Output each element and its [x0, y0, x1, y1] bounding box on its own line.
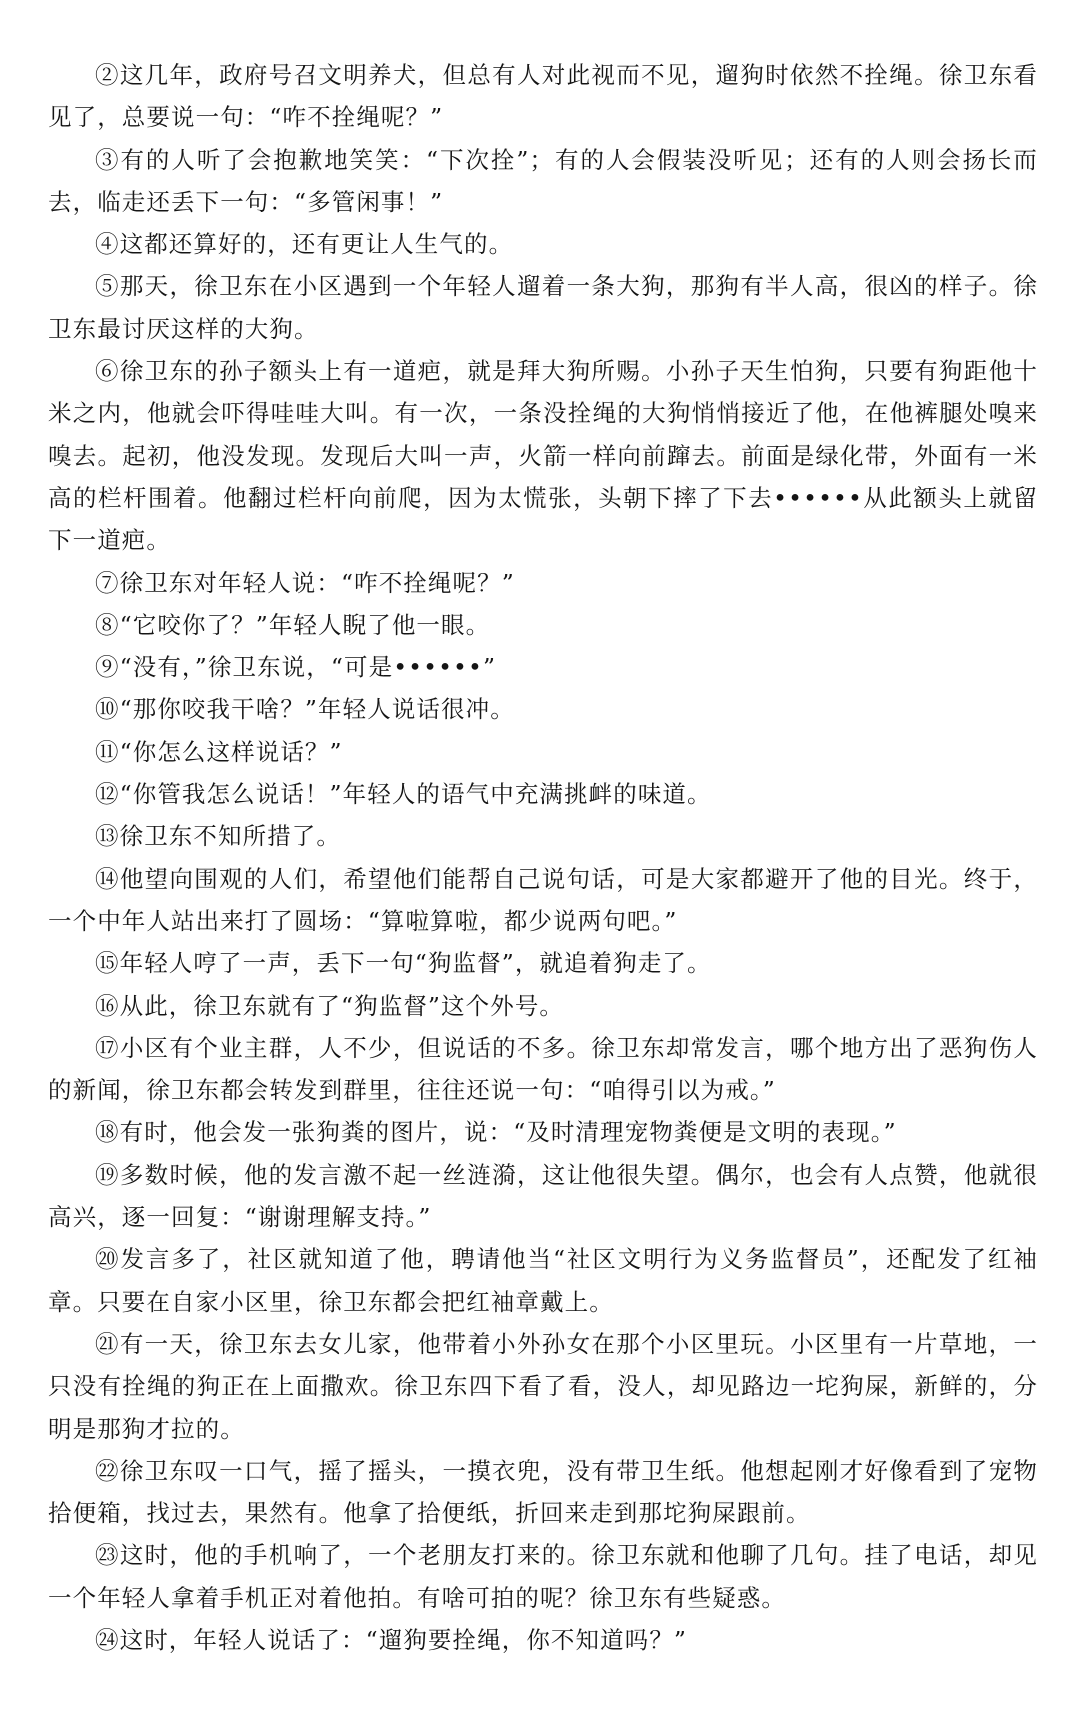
paragraph-23: ㉓这时，他的手机响了，一个老朋友打来的。徐卫东就和他聊了几句。挂了电话，却见一个年轻人拿着手机正对着他拍。有啥可拍的呢？徐卫东有些疑惑。 [48, 1541, 1038, 1612]
paragraph-10: ⑩“那你咬我干啥？”年轻人说话很冲。 [95, 695, 515, 724]
paragraph-7: ⑦徐卫东对年轻人说：“咋不拴绳呢？” [95, 568, 515, 597]
paragraph-16: ⑯从此，徐卫东就有了“狗监督”这个外号。 [95, 991, 565, 1020]
paragraph-4: ④这都还算好的，还有更让人生气的。 [95, 230, 514, 259]
paragraph-3: ③有的人听了会抱歉地笑笑：“下次拴”；有的人会假装没听见；还有的人则会扬长而去，临走还丢下一句：“多管闲事！” [48, 145, 1038, 216]
paragraph-19: ⑲多数时候，他的发言激不起一丝涟漪，这让他很失望。偶尔，也会有人点赞，他就很高兴，逐一回复：“谢谢理解支持。” [48, 1160, 1038, 1232]
paragraph-8: ⑧“它咬你了？”年轻人睨了他一眼。 [95, 610, 491, 639]
paragraph-14: ⑭他望向围观的人们，希望他们能帮自己说句话，可是大家都避开了他的目光。终于，一个中年人站出来打了圆场：“算啦算啦，都少说两句吧。” [48, 864, 1038, 935]
paragraph-21: ㉑有一天，徐卫东去女儿家，他带着小外孙女在那个小区里玩。小区里有一片草地，一只没有拴绳的狗正在上面撒欢。徐卫东四下看了看，没人，却见路边一坨狗屎，新鲜的，分明是那狗才拉的。 [48, 1329, 1038, 1443]
paragraph-22: ㉒徐卫东叹一口气，摇了摇头，一摸衣兜，没有带卫生纸。他想起刚才好像看到了宠物拾便箱，找过去，果然有。他拿了拾便纸，折回来走到那坨狗屎跟前。 [48, 1456, 1038, 1528]
paragraph-17: ⑰小区有个业主群，人不少，但说话的不多。徐卫东却常发言，哪个地方出了恶狗伤人的新闻，徐卫东都会转发到群里，往往还说一句：“咱得引以为戒。” [48, 1033, 1038, 1105]
paragraph-5: ⑤那天，徐卫东在小区遇到一个年轻人遛着一条大狗，那狗有半人高，很凶的样子。徐卫东最讨厌这样的大狗。 [48, 272, 1038, 343]
paragraph-12: ⑫“你管我怎么说话！”年轻人的语气中充满挑衅的味道。 [95, 780, 712, 809]
paragraph-15: ⑮年轻人哼了一声，丢下一句“狗监督”，就追着狗走了。 [95, 949, 712, 978]
paragraph-9: ⑨“没有，”徐卫东说，“可是••••••” [95, 653, 497, 682]
paragraph-13: ⑬徐卫东不知所措了。 [95, 822, 341, 851]
paragraph-6: ⑥徐卫东的孙子额头上有一道疤，就是拜大狗所赐。小孙子天生怕狗，只要有狗距他十米之内，他就会吓得哇哇大叫。有一次，一条没拴绳的大狗悄悄接近了他，在他裤腿处嗅来嗅去。起初，他没发现。发现后大叫一声，火箭一样向前蹿去。前面是绿化带，外面有一米高的栏杆围着。他翻过栏杆向前爬，因为太慌张，头朝下摔了下去••••••从此额头上就留下一道疤。 [48, 357, 1038, 555]
paragraph-2: ②这几年，政府号召文明养犬，但总有人对此视而不见，遛狗时依然不拴绳。徐卫东看见了，总要说一句：“咋不拴绳呢？” [48, 61, 1038, 132]
article-body [48, 54, 1038, 1661]
paragraph-18: ⑱有时，他会发一张狗粪的图片，说：“及时清理宠物粪便是文明的表现。” [95, 1118, 897, 1147]
paragraph-11: ⑪“你怎么这样说话？” [95, 737, 343, 766]
paragraph-20: ⑳发言多了，社区就知道了他，聘请他当“社区文明行为义务监督员”，还配发了红袖章。只要在自家小区里，徐卫东都会把红袖章戴上。 [48, 1245, 1038, 1316]
paragraph-24: ㉔这时，年轻人说话了：“遛狗要拴绳，你不知道吗？” [95, 1625, 688, 1654]
